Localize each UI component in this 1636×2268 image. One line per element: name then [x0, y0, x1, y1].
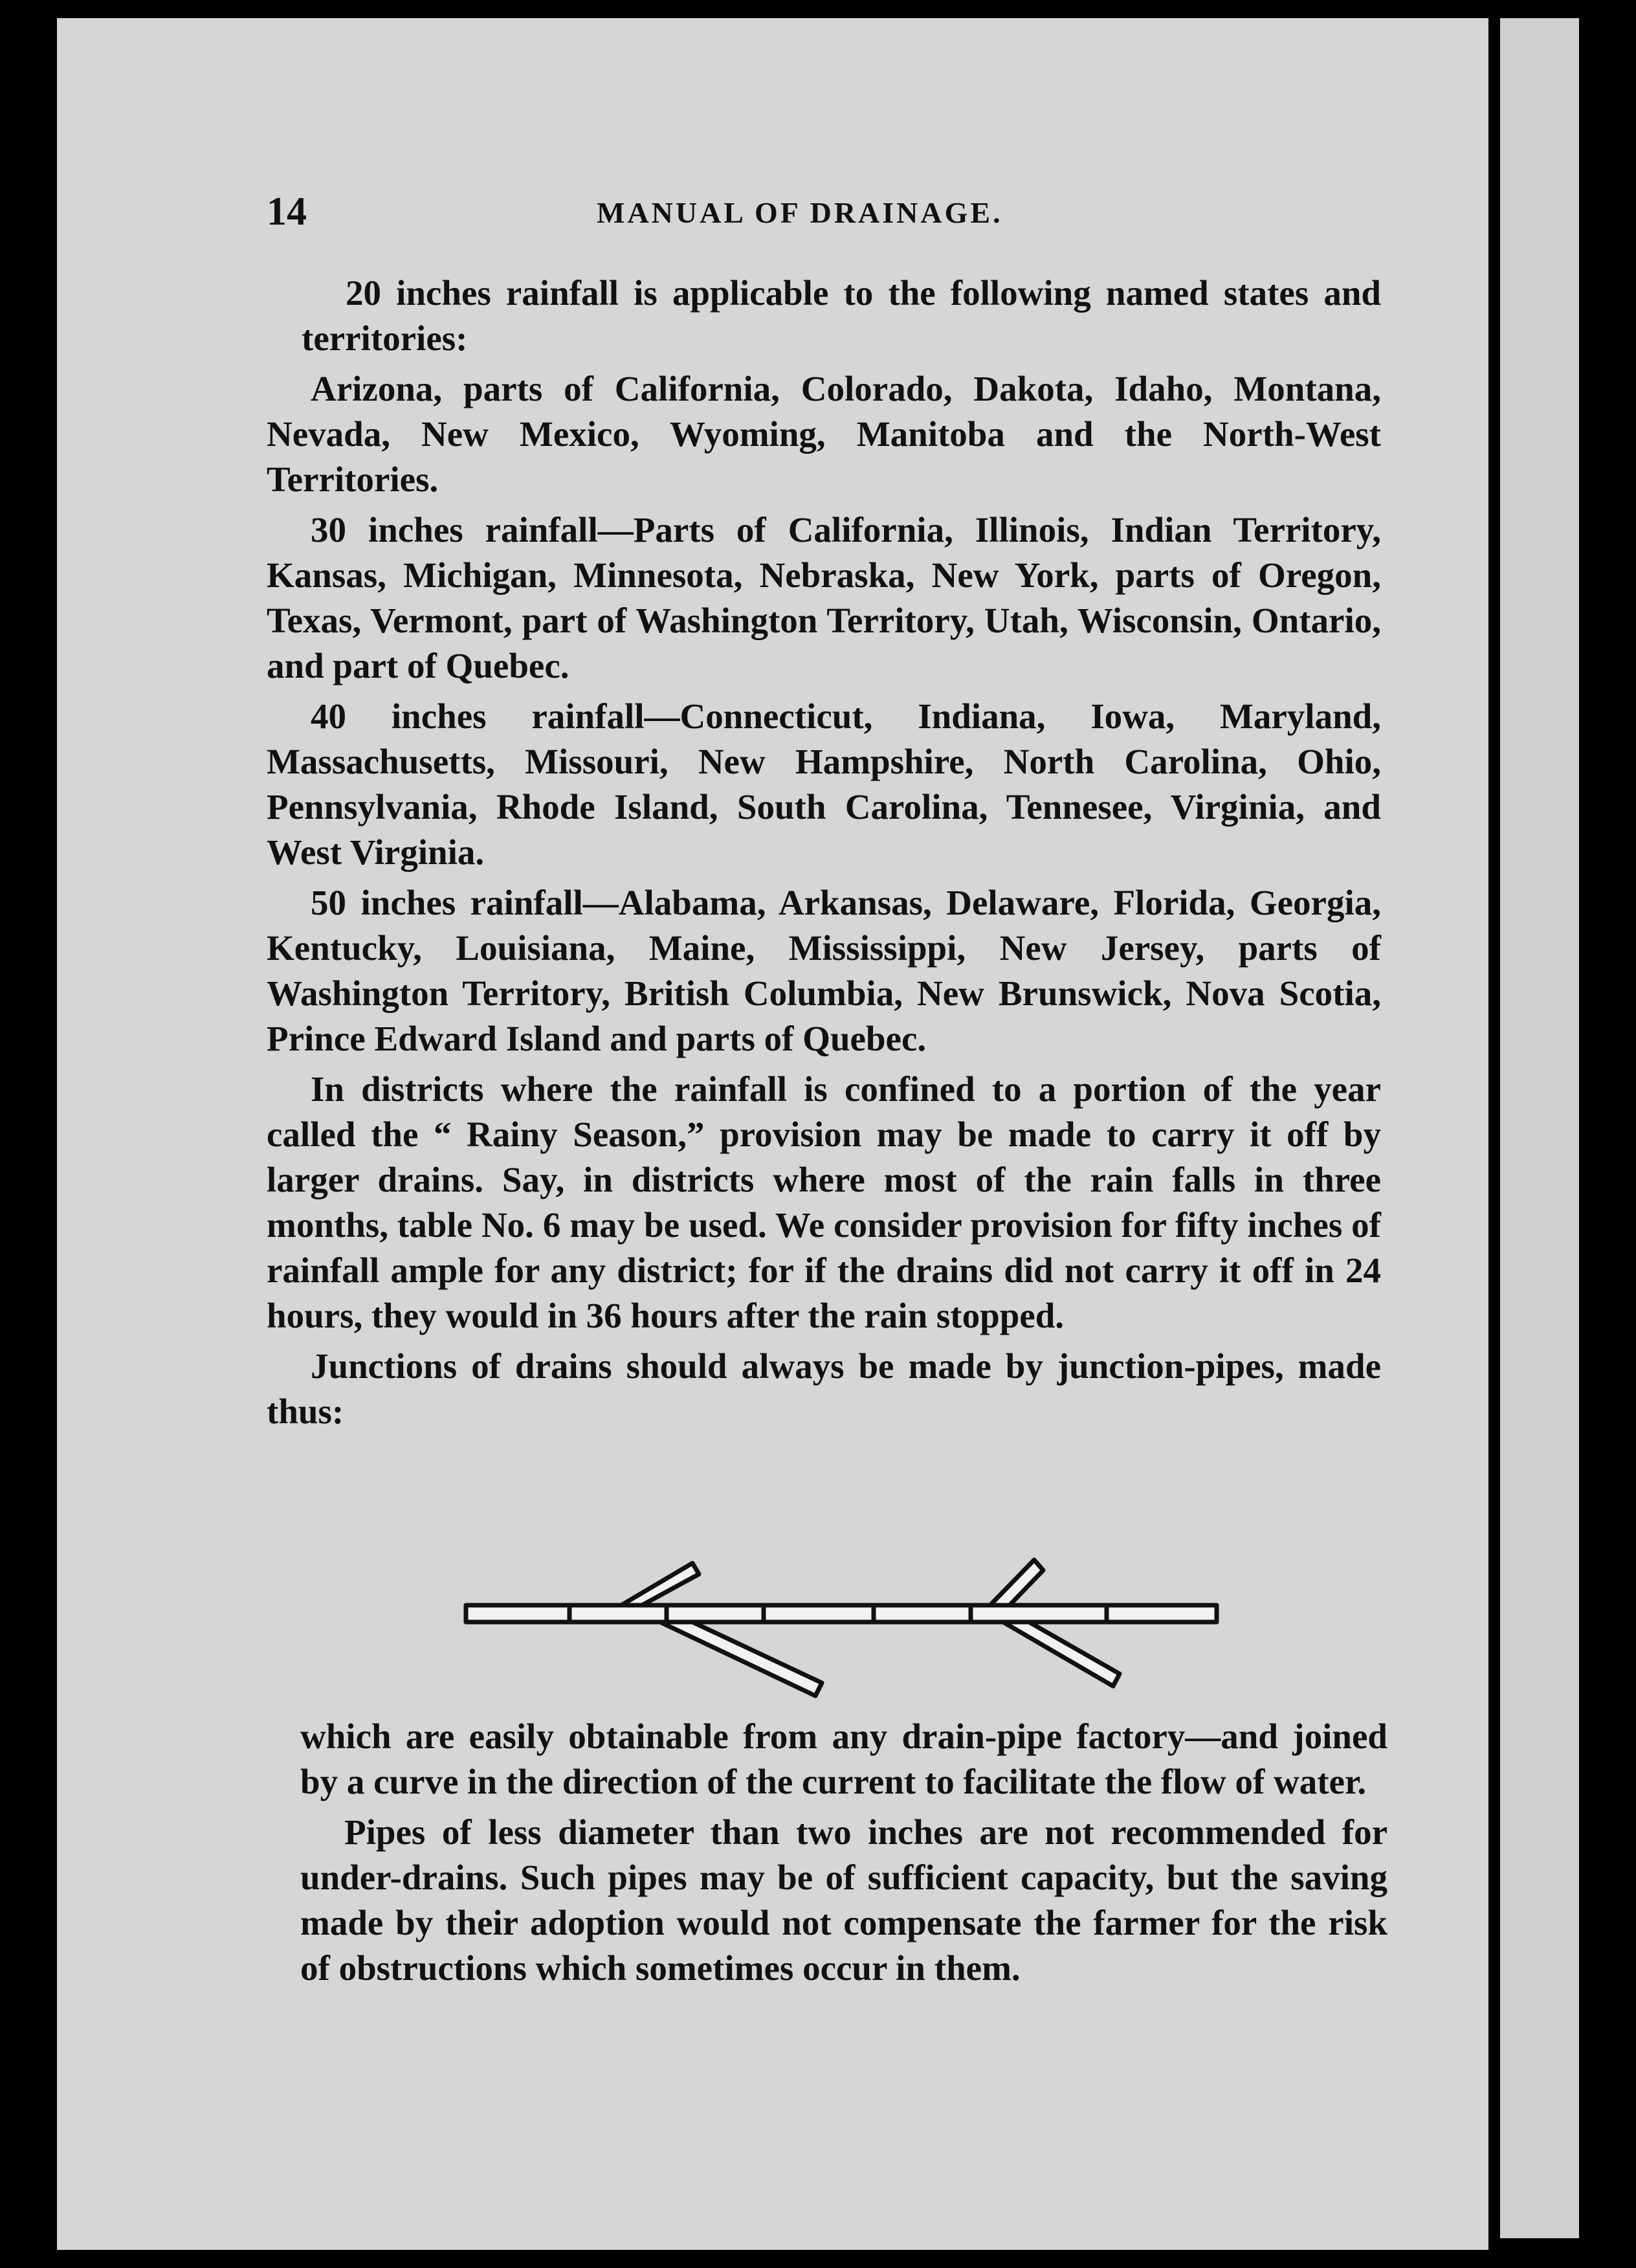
paragraph-junction-pipes: which are easily obtainable from any drain-pipe factory—and joined by a curve in the direction of the current to facilitate the flow of water.	[300, 1717, 1387, 1801]
facing-page-edge	[1500, 18, 1579, 2238]
paragraph-20-inches: Arizona, parts of California, Colorado, Dakota, Idaho, Montana, Nevada, New Mexico, Wyoming, Manitoba and the North-West Territories.	[267, 369, 1381, 499]
running-head: MANUAL OF DRAINAGE.	[597, 196, 1003, 229]
paragraph-40-inches: 40 inches rainfall—Connecticut, Indiana, Iowa, Maryland, Massachusetts, Missouri, New Hampshire, North Carolina, Ohio, Pennsylvania, Rhode Island, South Carolina, Tennesee, Virginia, and West Virginia.	[267, 696, 1381, 872]
branch-pipe-lower-left	[660, 1622, 822, 1696]
main-pipe	[466, 1605, 1217, 1622]
main-text-after-figure	[300, 1714, 1387, 1996]
page-number: 14	[267, 190, 307, 234]
branch-pipe-lower-right	[1003, 1622, 1120, 1686]
paragraph-50-inches: 50 inches rainfall—Alabama, Arkansas, Delaware, Florida, Georgia, Kentucky, Louisiana, Maine, Mississippi, New Jersey, parts of Washington Territory, British Columbia, New Brunswick, Nova Scotia, Prince Edward Island and parts of Quebec.	[267, 883, 1381, 1058]
paragraph-rainy-season: In districts where the rainfall is confined to a portion of the year called the “ Rainy Season,” provision may be made to carry it off by larger drains. Say, in districts where most of the rain falls in three months, table No. 6 may be used. We consider provision for fifty inches of rainfall ample for any district; for if the drains did not carry it off in 24 hours, they would in 36 hours after the rain stopped.	[267, 1069, 1381, 1335]
paragraph-30-inches: 30 inches rainfall—Parts of California, Illinois, Indian Territory, Kansas, Michigan, Minnesota, Nebraska, New York, parts of Oregon, Texas, Vermont, part of Washington Territory, Utah, Wisconsin, Ontario, and part of Quebec.	[267, 510, 1381, 685]
page-header	[208, 189, 1376, 247]
branch-pipe-upper-left	[621, 1563, 699, 1605]
paragraph-pipe-diameter: Pipes of less diameter than two inches are not recommended for under-drains. Such pipes may be of sufficient capacity, but the saving made by their adoption would not compensate the farmer for the risk of obstructions which sometimes occur in them.	[300, 1812, 1387, 1988]
branch-pipe-upper-right	[990, 1560, 1043, 1605]
paragraph-intro: 20 inches rainfall is applicable to the following named states and territories:	[302, 273, 1381, 358]
paragraph-junctions: Junctions of drains should always be made by junction-pipes, made thus:	[267, 1346, 1381, 1431]
junction-pipe-diagram	[453, 1540, 1230, 1709]
main-text	[267, 271, 1381, 1440]
